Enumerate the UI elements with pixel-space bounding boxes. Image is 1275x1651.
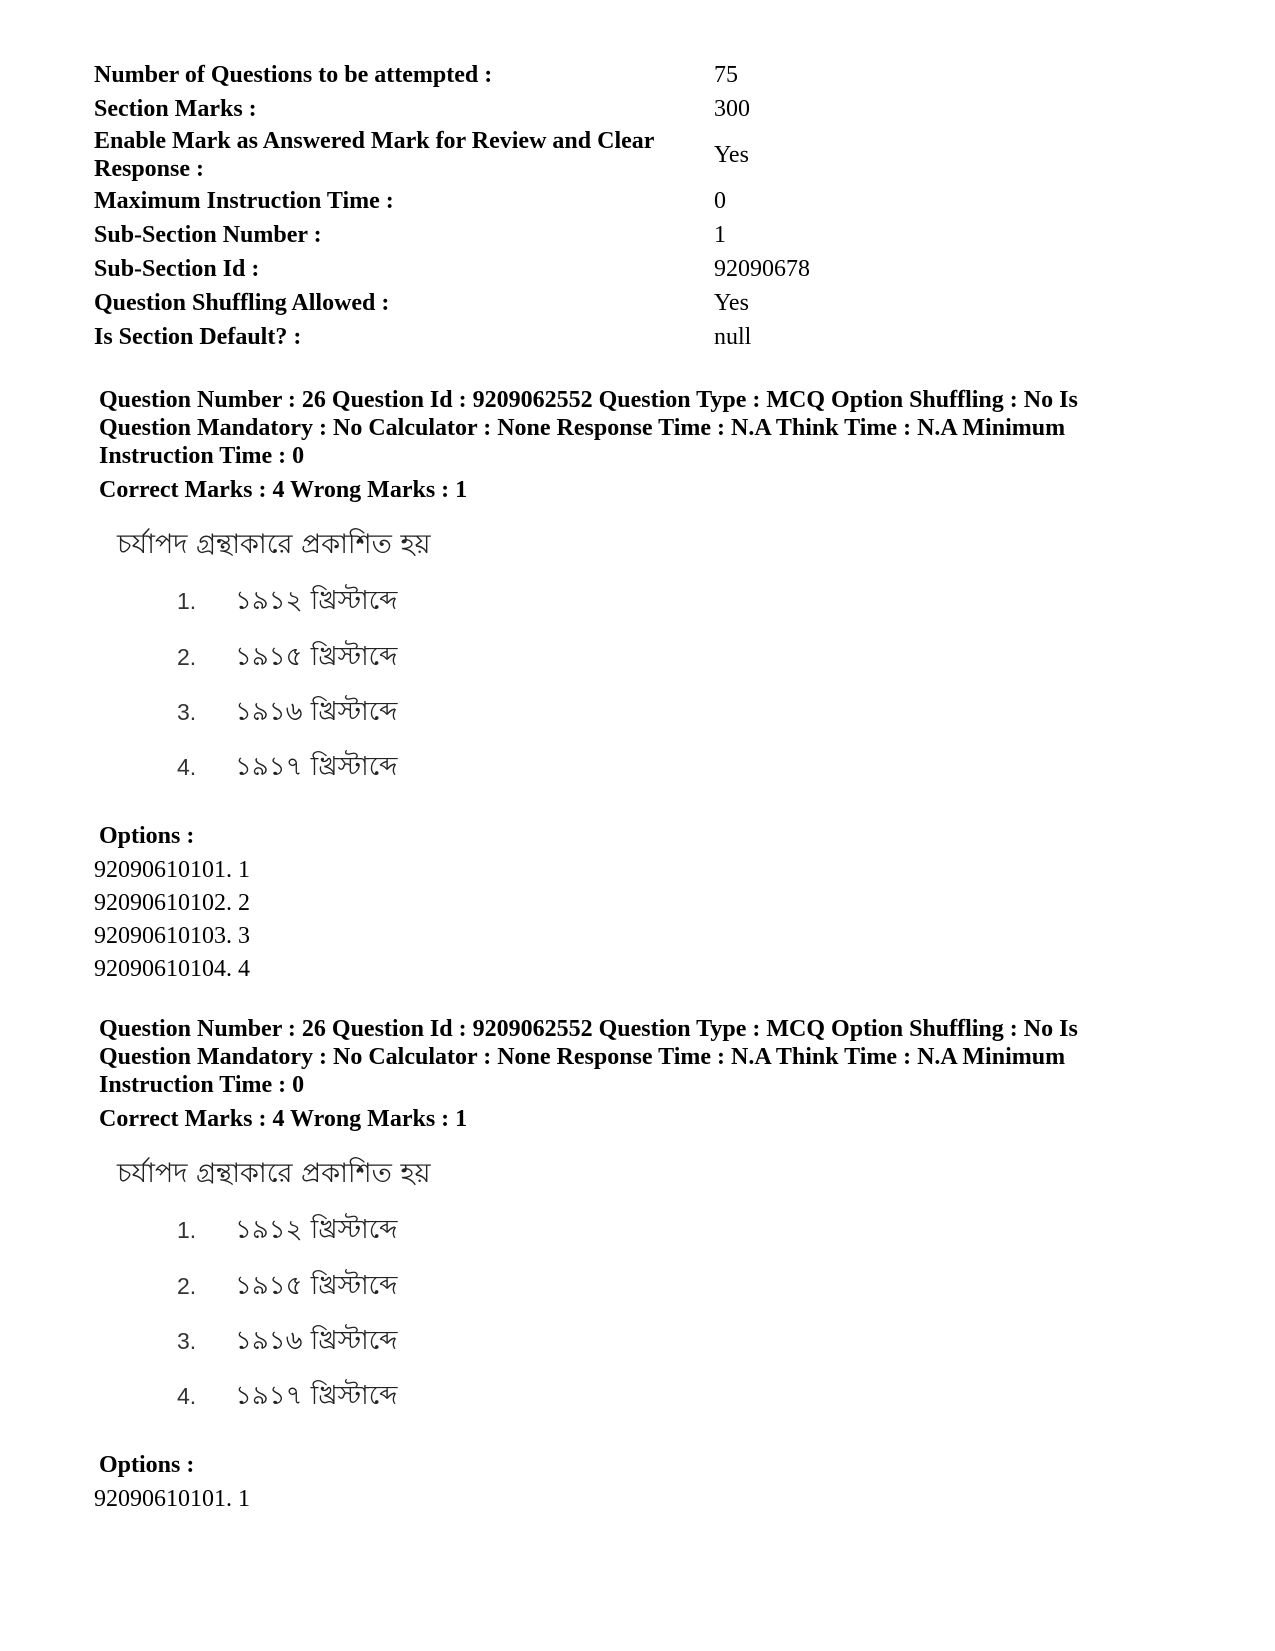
- question-block: [94, 1015, 1159, 1516]
- question-choice: [177, 580, 397, 624]
- choice-text: ১৯১৫ খ্রিস্টাব্দে: [235, 1271, 398, 1301]
- info-value: null: [714, 324, 752, 350]
- question-choice: [177, 1265, 397, 1309]
- question-choice: [177, 1320, 397, 1364]
- choice-text: ১৯১৭ খ্রিস্টাব্দে: [235, 1381, 398, 1411]
- info-label: Section Marks :: [94, 96, 257, 122]
- options-list: [94, 1483, 1159, 1516]
- choice-text: ১৯১৭ খ্রিস্টাব্দে: [235, 752, 398, 782]
- question-image: [99, 518, 1159, 810]
- question-header: Question Number : 26 Question Id : 9209062552 Question Type : MCQ Option Shuffling : No Is Question Mandatory : No Calculator : None Response Time : N.A Think Time : N.A Minimum Instruction Time : 0: [99, 387, 1078, 469]
- question-choice: [177, 636, 397, 680]
- question-stem: চর্যাপদ গ্রন্থাকারে প্রকাশিত হয়: [117, 1158, 431, 1189]
- options-title: Options :: [99, 823, 195, 849]
- info-row: [94, 286, 814, 320]
- choice-number: 2.: [177, 644, 197, 670]
- option-item: 92090610101. 1: [94, 1486, 250, 1512]
- question-marks: Correct Marks : 4 Wrong Marks : 1: [99, 477, 468, 503]
- info-row: [94, 126, 814, 184]
- question-stem: চর্যাপদ গ্রন্থাকারে প্রকাশিত হয়: [117, 529, 431, 560]
- choice-number: 4.: [177, 1383, 197, 1409]
- info-label: Is Section Default? :: [94, 324, 302, 350]
- options-title: Options :: [99, 1452, 195, 1478]
- question-block: [94, 386, 1159, 986]
- info-row: [94, 320, 814, 354]
- question-choice: [177, 746, 397, 790]
- question-choice: [177, 1375, 397, 1419]
- choice-text: ১৯১২ খ্রিস্টাব্দে: [235, 586, 398, 616]
- info-row: [94, 92, 814, 126]
- info-value: 1: [714, 222, 726, 248]
- choice-text: ১৯১৫ খ্রিস্টাব্দে: [235, 642, 398, 672]
- section-info-table: [94, 58, 814, 354]
- choice-text: ১৯১৬ খ্রিস্টাব্দে: [235, 1326, 398, 1356]
- info-row: [94, 184, 814, 218]
- info-row: [94, 252, 814, 286]
- options-list: [94, 854, 1159, 986]
- option-item: 92090610103. 3: [94, 923, 250, 949]
- info-value: 300: [714, 96, 750, 122]
- option-item: 92090610101. 1: [94, 857, 250, 883]
- question-image: [99, 1147, 1159, 1439]
- info-value: 92090678: [714, 256, 810, 282]
- question-marks: Correct Marks : 4 Wrong Marks : 1: [99, 1106, 468, 1132]
- question-choice: [177, 1209, 397, 1253]
- choice-number: 4.: [177, 754, 197, 780]
- info-row: [94, 58, 814, 92]
- question-choice: [177, 691, 397, 735]
- choice-number: 2.: [177, 1273, 197, 1299]
- choice-number: 1.: [177, 588, 197, 614]
- info-value: Yes: [714, 290, 749, 316]
- info-label: Sub-Section Id :: [94, 256, 260, 282]
- info-row: [94, 218, 814, 252]
- info-label: Question Shuffling Allowed :: [94, 290, 390, 316]
- info-label: Maximum Instruction Time :: [94, 188, 394, 214]
- info-label: Number of Questions to be attempted :: [94, 62, 493, 88]
- choice-number: 1.: [177, 1217, 197, 1243]
- option-item: 92090610102. 2: [94, 890, 250, 916]
- choice-number: 3.: [177, 699, 197, 725]
- option-item: 92090610104. 4: [94, 956, 250, 982]
- info-label: Sub-Section Number :: [94, 222, 322, 248]
- info-value: 75: [714, 62, 738, 88]
- choice-text: ১৯১৬ খ্রিস্টাব্দে: [235, 697, 398, 727]
- info-label: Enable Mark as Answered Mark for Review and Clear Response :: [94, 128, 654, 182]
- question-header: Question Number : 26 Question Id : 9209062552 Question Type : MCQ Option Shuffling : No Is Question Mandatory : No Calculator : None Response Time : N.A Think Time : N.A Minimum Instruction Time : 0: [99, 1016, 1078, 1098]
- choice-number: 3.: [177, 1328, 197, 1354]
- info-value: Yes: [714, 142, 749, 168]
- choice-text: ১৯১২ খ্রিস্টাব্দে: [235, 1215, 398, 1245]
- info-value: 0: [714, 188, 726, 214]
